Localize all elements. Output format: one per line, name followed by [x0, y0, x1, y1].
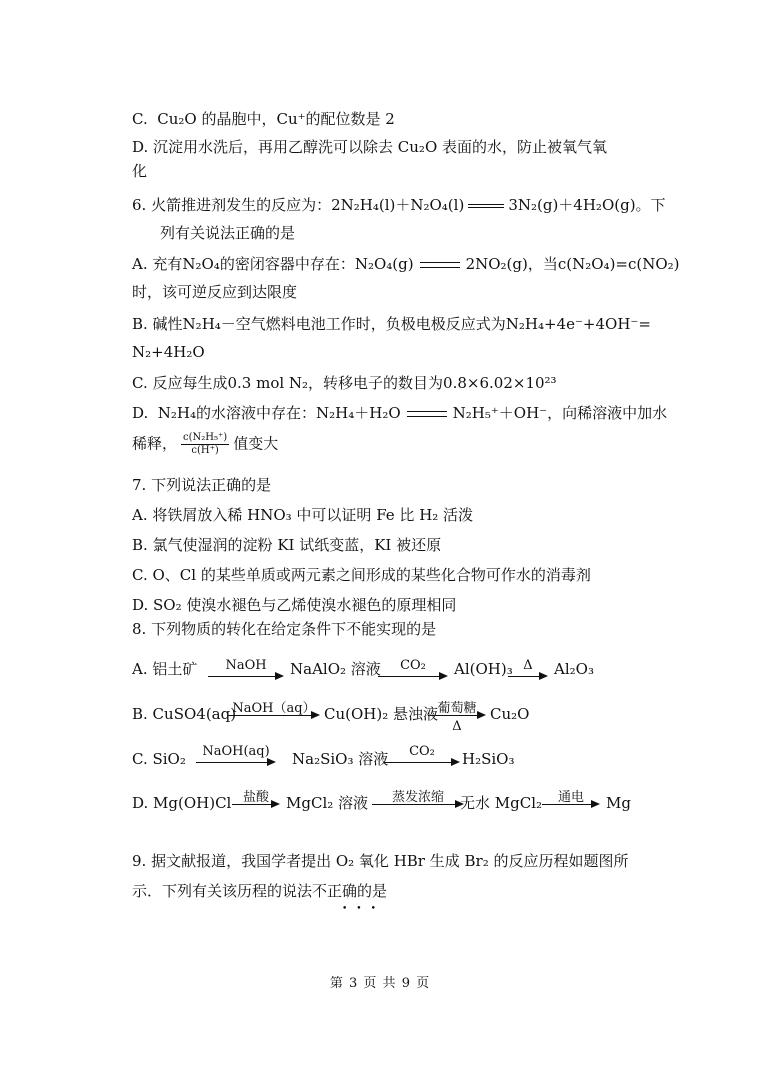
question-9-stem-cont: 示．下列有关该历程的说法不正确的是 [132, 882, 388, 900]
fraction-numerator: c(N₂H₅⁺) [183, 432, 228, 443]
q8-b-product-1: Cu(OH)₂ 悬浊液 [324, 705, 439, 723]
q6-a-right: 2NO₂(g)，当c(N₂O₄)=c(NO₂) [465, 255, 680, 273]
question-6-stem [132, 194, 666, 216]
q8-option-c-start: C. SiO₂ [132, 750, 186, 768]
equals-sign-icon [468, 204, 504, 208]
question-9-stem: 9. 据文献报道，我国学者提出 O₂ 氧化 HBr 生成 Br₂ 的反应历程如题图所 [132, 852, 629, 870]
q6-option-c: C. 反应每生成0.3 mol N₂，转移电子的数目为0.8×6.02×10²³ [132, 374, 557, 392]
q6-option-b-line1: B. 碱性N₂H₄－空气燃料电池工作时，负极电极反应式为N₂H₄+4e⁻+4OH⁻= [132, 315, 651, 333]
q8-a-product-2: Al(OH)₃ [454, 660, 513, 678]
q6-option-d-line1 [132, 402, 667, 424]
q6-d2-prefix: 稀释， [132, 434, 178, 453]
q6-d-right: N₂H₅⁺＋OH⁻，向稀溶液中加水 [452, 404, 668, 422]
q8-c-product-2: H₂SiO₃ [462, 750, 515, 768]
q6-d-left: D. N₂H₄的水溶液中存在：N₂H₄＋H₂O [132, 404, 401, 422]
q6-equation-right: 3N₂(g)＋4H₂O(g)。下 [508, 196, 666, 214]
question-7-stem: 7. 下列说法正确的是 [132, 476, 272, 494]
reversible-arrow-icon [407, 410, 447, 418]
arrow-condition: 通电 [557, 790, 584, 805]
q7-option-a: A. 将铁屑放入稀 HNO₃ 中可以证明 Fe 比 H₂ 活泼 [132, 506, 474, 524]
q8-option-b-start: B. CuSO4(aq) [132, 705, 237, 723]
question-6-stem-cont: 列有关说法正确的是 [160, 224, 296, 242]
q8-option-a-start: A. 铝土矿 [132, 660, 198, 678]
arrow-condition: 蒸发浓缩 [391, 790, 444, 805]
q6-option-b-line2: N₂+4H₂O [132, 343, 205, 361]
question-8-stem: 8. 下列物质的转化在给定条件下不能实现的是 [132, 620, 437, 638]
arrow-condition: CO₂ [400, 658, 426, 673]
arrow-condition: 葡萄糖 [437, 701, 477, 716]
q6-option-a-line1 [132, 253, 680, 275]
q8-c-product-1: Na₂SiO₃ 溶液 [292, 750, 389, 768]
q8-a-product-3: Al₂O₃ [554, 660, 594, 678]
arrow-condition: NaOH(aq) [202, 744, 270, 759]
option-d-line1: D. 沉淀用水洗后，再用乙醇洗可以除去 Cu₂O 表面的水，防止被氧气氧 [132, 138, 608, 156]
arrow-condition: NaOH [225, 658, 267, 673]
arrow-condition: NaOH（aq） [232, 701, 316, 716]
arrow-condition: CO₂ [409, 744, 435, 759]
q7-option-d: D. SO₂ 使溴水褪色与乙烯使溴水褪色的原理相同 [132, 596, 457, 614]
q6-option-d-line2 [132, 432, 278, 457]
emphasis-dots: ••• [342, 904, 385, 914]
q6-d2-suffix: 值变大 [233, 434, 279, 453]
arrow-condition: 盐酸 [242, 790, 269, 805]
fraction-denominator: c(H⁺) [191, 445, 219, 456]
q7-option-b: B. 氯气使湿润的淀粉 KI 试纸变蓝，KI 被还原 [132, 536, 442, 554]
q8-b-product-2: Cu₂O [490, 705, 530, 723]
q8-a-product-1: NaAlO₂ 溶液 [290, 660, 381, 678]
option-c-text: C. Cu₂O 的晶胞中，Cu⁺的配位数是 2 [132, 110, 395, 128]
q8-d-product-2: 无水 MgCl₂ [460, 794, 543, 812]
q8-d-product-3: Mg [606, 794, 631, 812]
q7-option-c: C. O、Cl 的某些单质或两元素之间形成的某些化合物可作水的消毒剂 [132, 566, 591, 584]
q6-option-a-line2: 时，该可逆反应到达限度 [132, 283, 298, 301]
reversible-arrow-icon [420, 261, 460, 269]
concentration-ratio [181, 432, 229, 457]
arrow-condition-below: Δ [452, 719, 462, 734]
q6-equation-left: 6. 火箭推进剂发生的反应为：2N₂H₄(l)＋N₂O₄(l) [132, 196, 465, 214]
q8-option-d-start: D. Mg(OH)Cl [132, 794, 232, 812]
page-footer: 第 3 页 共 9 页 [329, 976, 431, 991]
q8-d-product-1: MgCl₂ 溶液 [286, 794, 369, 812]
option-d-line2: 化 [132, 162, 148, 180]
q6-a-left: A. 充有N₂O₄的密闭容器中存在：N₂O₄(g) [132, 255, 414, 273]
arrow-condition: Δ [523, 658, 533, 673]
